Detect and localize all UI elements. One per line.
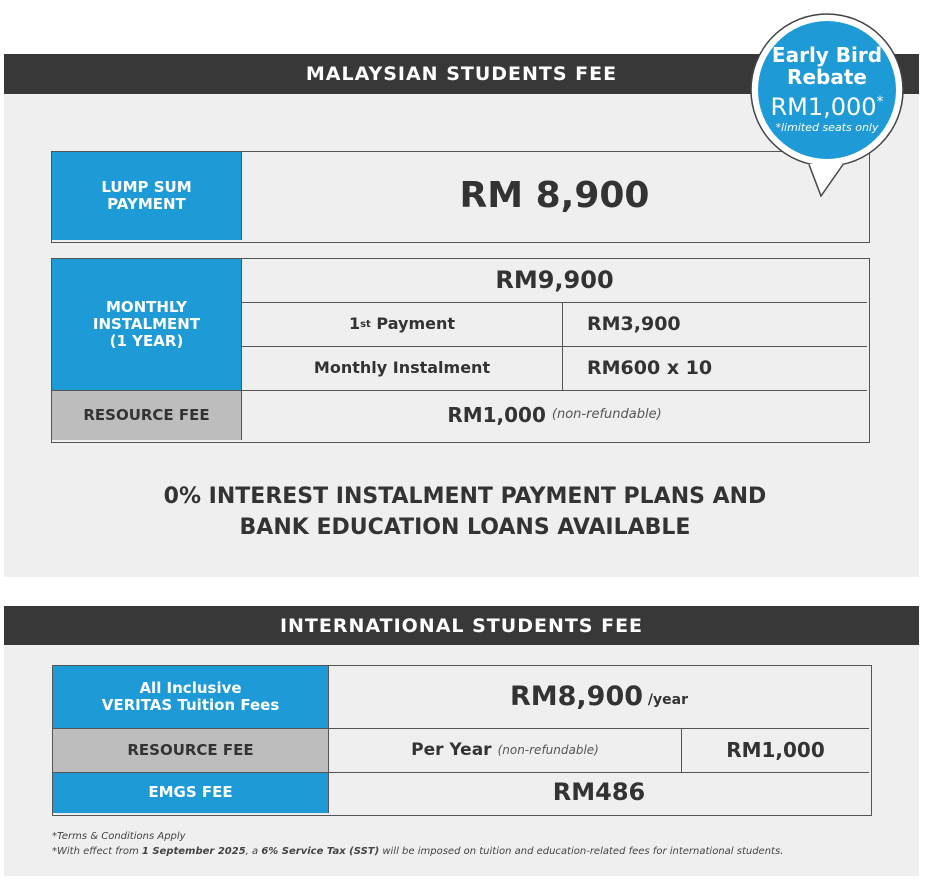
lump-sum-label: LUMP SUM PAYMENT: [52, 152, 241, 240]
malaysian-resource-fee-value: RM1,000 (non-refundable): [447, 403, 662, 427]
footnote-terms: *Terms & Conditions Apply: [52, 831, 186, 842]
emgs-fee-label: EMGS FEE: [53, 773, 328, 813]
international-resource-per-year: Per Year (non-refundable): [411, 739, 599, 760]
international-fee-header: [4, 606, 919, 645]
early-bird-note: *limited seats only: [775, 121, 879, 134]
international-fee-table: [52, 665, 872, 816]
interest-line-1: 0% INTEREST INSTALMENT PAYMENT PLANS AND: [163, 484, 767, 509]
first-payment-label: 1 st Payment: [348, 314, 456, 334]
international-resource-amount: RM1,000: [726, 738, 825, 762]
instalment-label: Monthly Instalment: [313, 358, 491, 378]
tuition-label: All Inclusive VERITAS Tuition Fees: [53, 666, 328, 728]
emgs-fee-amount: RM486: [552, 778, 646, 807]
early-bird-bubble: [747, 2, 907, 197]
monthly-total-amount: RM9,900: [495, 265, 614, 294]
tuition-amount: RM8,900 /year: [509, 681, 689, 713]
first-payment-amount: RM3,900: [587, 312, 681, 335]
footnote-sst: *With effect from 1 September 2025, a 6% Service Tax (SST) will be imposed on tuition and education-related fees for international students.: [52, 846, 784, 857]
footnotes: [52, 829, 917, 859]
malaysian-resource-fee-label: RESOURCE FEE: [52, 391, 241, 440]
lump-sum-amount: RM 8,900: [241, 152, 867, 240]
early-bird-content: [761, 20, 893, 160]
early-bird-amount: RM1,000*: [770, 93, 884, 121]
instalment-amount: RM600 x 10: [587, 356, 713, 379]
international-fee-title: INTERNATIONAL STUDENTS FEE: [279, 614, 644, 637]
interest-statement: [30, 481, 900, 543]
monthly-instalment-table: [51, 258, 870, 443]
interest-line-2: BANK EDUCATION LOANS AVAILABLE: [239, 515, 691, 540]
malaysian-fee-title: MALAYSIAN STUDENTS FEE: [305, 63, 618, 85]
monthly-instalment-label: MONTHLY INSTALMENT (1 YEAR): [52, 259, 241, 390]
international-resource-fee-label: RESOURCE FEE: [53, 729, 328, 772]
early-bird-title-2: Rebate: [787, 65, 867, 89]
early-bird-title-1: Early Bird: [771, 43, 883, 67]
